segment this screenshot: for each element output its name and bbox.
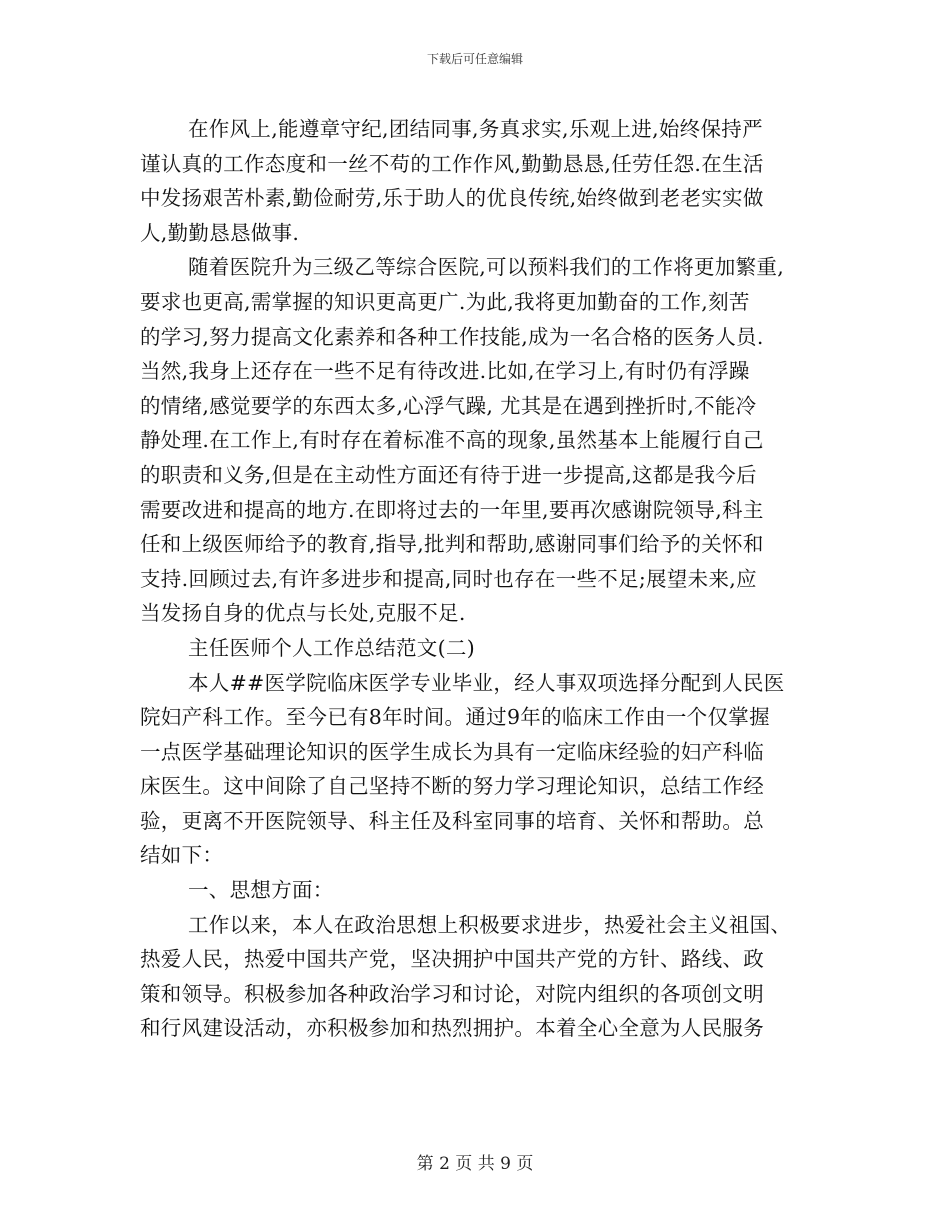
paragraph-line: 策和领导。积极参加各种政治学习和讨论，对院内组织的各项创文明 — [140, 981, 764, 1006]
paragraph-line: 在作风上,能遵章守纪,团结同事,务真求实,乐观上进,始终保持严 — [188, 117, 763, 141]
paragraph-line: 床医生。这中间除了自己坚持不断的努力学习理论知识，总结工作经 — [140, 774, 764, 799]
paragraph-line: 的情绪,感觉要学的东西太多,心浮气躁, 尤其是在遇到挫折时,不能冷 — [140, 393, 757, 418]
paragraph-line: 要求也更高,需掌握的知识更高更广.为此,我将更加勤奋的工作,刻苦 — [140, 289, 750, 314]
paragraph-line: 的职责和义务,但是在主动性方面还有待于进一步提高,这都是我今后 — [140, 462, 757, 487]
page-header: 下载后可任意编辑 — [426, 52, 523, 66]
paragraph-line: 中发扬艰苦朴素,勤俭耐劳,乐于助人的优良传统,始终做到老老实实做 — [140, 186, 764, 211]
paragraph-line: 一点医学基础理论知识的医学生成长为具有一定临床经验的妇产科临 — [140, 739, 764, 764]
paragraph-line: 静处理.在工作上,有时存在着标准不高的现象,虽然基本上能履行自己 — [140, 428, 764, 453]
paragraph-line: 的学习,努力提高文化素养和各种工作技能,成为一名合格的医务人员. — [140, 324, 764, 349]
paragraph-line: 当然,我身上还存在一些不足有待改进.比如,在学习上,有时仍有浮躁 — [140, 359, 750, 384]
paragraph-line: 本人##医学院临床医学专业毕业，经人事双项选择分配到人民医 — [188, 670, 785, 695]
paragraph-line: 谨认真的工作态度和一丝不苟的工作作风,勤勤恳恳,任劳任怨.在生活 — [140, 151, 764, 176]
paragraph-line: 热爱人民，热爱中国共产党，坚决拥护中国共产党的方针、路线、政 — [140, 947, 764, 972]
paragraph-line: 工作以来，本人在政治思想上积极要求进步，热爱社会主义祖国、 — [188, 912, 792, 937]
paragraph-line: 支持.回顾过去,有许多进步和提高,同时也存在一些不足;展望未来,应 — [140, 566, 757, 591]
paragraph-line: 当发扬自身的优点与长处,克服不足. — [140, 601, 466, 626]
paragraph-line: 和行风建设活动，亦积极参加和热烈拥护。本着全心全意为人民服务 — [140, 1016, 764, 1041]
section-title: 主任医师个人工作总结范文(二) — [188, 635, 475, 660]
paragraph-line: 院妇产科工作。至今已有8年时间。通过9年的临床工作由一个仅掌握 — [140, 705, 770, 730]
document-body — [140, 112, 820, 1046]
paragraph-line: 人,勤勤恳恳做事. — [140, 220, 300, 245]
subsection-heading: 一、思想方面： — [188, 878, 334, 903]
paragraph-line: 结如下： — [140, 843, 224, 868]
paragraph-line: 任和上级医师给予的教育,指导,批判和帮助,感谢同事们给予的关怀和 — [140, 532, 764, 557]
paragraph-line: 验，更离不开医院领导、科主任及科室同事的培育、关怀和帮助。总 — [140, 808, 764, 833]
paragraph-line: 随着医院升为三级乙等综合医院,可以预料我们的工作将更加繁重, — [188, 255, 785, 280]
paragraph-line: 需要改进和提高的地方.在即将过去的一年里,要再次感谢院领导,科主 — [140, 497, 764, 522]
page-number-footer: 第 2 页 共 9 页 — [416, 1154, 534, 1174]
